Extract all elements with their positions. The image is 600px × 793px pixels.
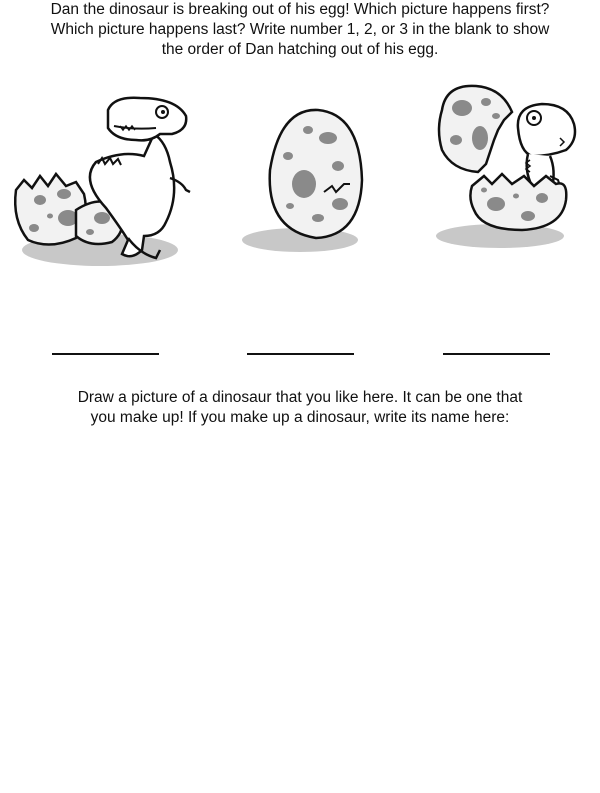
dinosaur-hatched-icon <box>10 90 200 270</box>
answer-blank-1[interactable] <box>52 353 159 355</box>
whole-egg-icon <box>240 100 370 255</box>
dinosaur-hatching-icon <box>432 80 592 250</box>
answer-blank-3[interactable] <box>443 353 550 355</box>
answer-blank-2[interactable] <box>247 353 354 355</box>
instructions-top-line-1: Dan the dinosaur is breaking out of his egg! Which picture happens first? <box>50 1 550 18</box>
instructions-bottom-line-2: you make up! If you make up a dinosaur, write its name here: <box>90 409 510 426</box>
instructions-top-line-2: Which picture happens last? Write number 1, 2, or 3 in the blank to show <box>50 21 550 38</box>
picture-dinosaur-hatching <box>432 80 592 250</box>
instructions-top <box>0 0 600 60</box>
picture-whole-egg <box>240 100 370 255</box>
drawing-area[interactable] <box>20 440 580 780</box>
instructions-top-line-3: the order of Dan hatching out of his egg. <box>161 41 439 58</box>
picture-dinosaur-hatched <box>10 90 200 270</box>
instructions-bottom-line-1: Draw a picture of a dinosaur that you like here. It can be one that <box>77 389 523 406</box>
instructions-bottom <box>0 388 600 428</box>
